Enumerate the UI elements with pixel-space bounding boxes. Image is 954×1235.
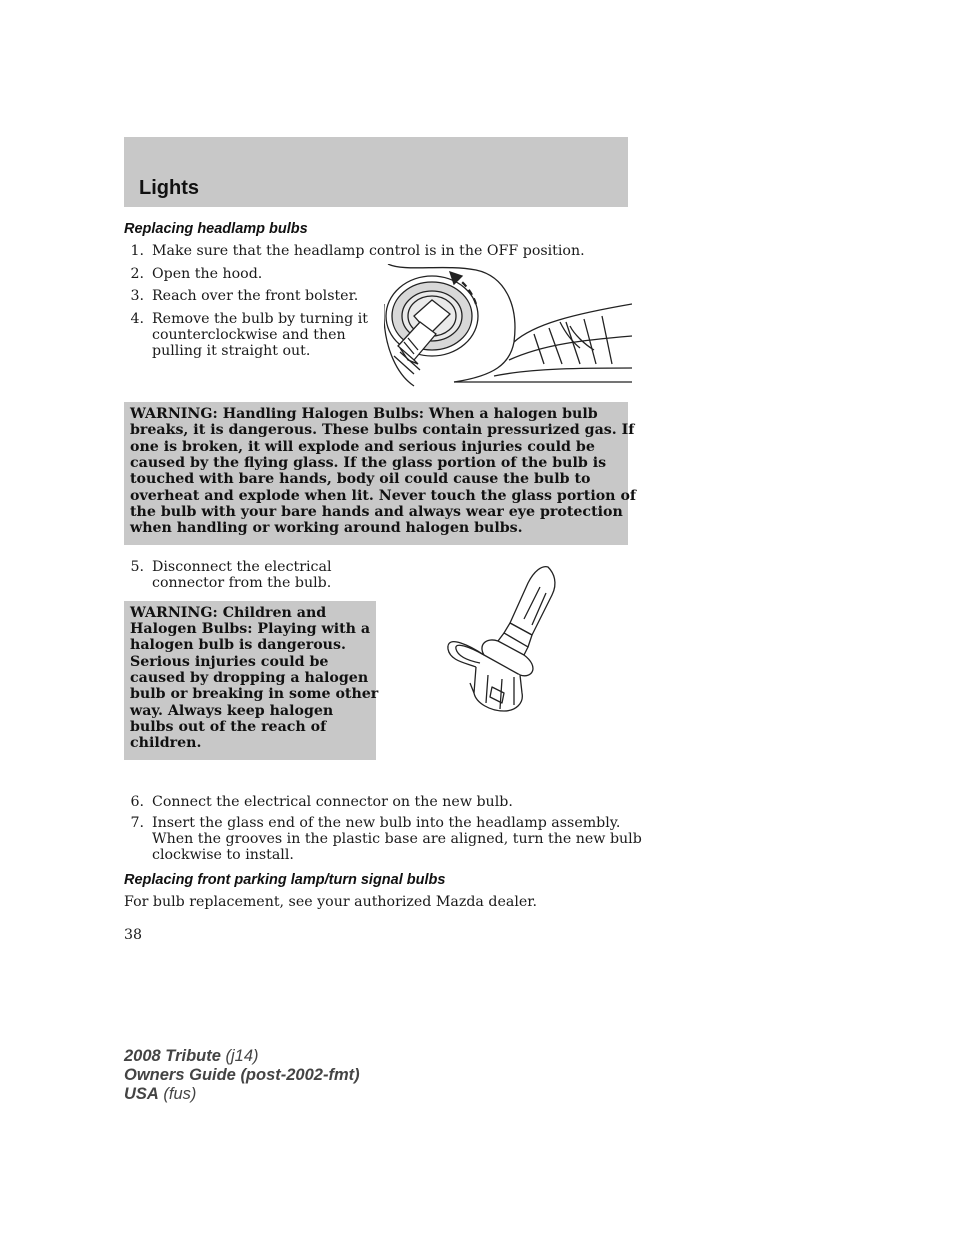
warning-box-halogen-bulbs: WARNING: Handling Halogen Bulbs: When a halogen bulb breaks, it is dangerous. These bulbs contain pressurized gas. If one is broken, it will explode and serious injuries could be caused by the flying glass. If the glass portion of the bulb is touched with bare hands, body oil could cause the bulb to overheat and explode when lit. Never touch the glass portion of the bulb with your bare hands and always wear eye protection when handling or working around halogen bulbs.	[124, 402, 628, 545]
footer-line-2: Owners Guide (post-2002-fmt)	[124, 1066, 360, 1084]
warning-box-children: WARNING: Children and Halogen Bulbs: Playing with a halogen bulb is dangerous. Serious injuries could be caused by dropping a halogen bulb or breaking in some other way. Always keep halogen bulbs out of the reach of children.	[124, 601, 376, 760]
subheading-replacing-front-parking-lamp: Replacing front parking lamp/turn signal bulbs	[124, 872, 446, 888]
page-number: 38	[124, 927, 143, 943]
section-title: Lights	[139, 177, 199, 199]
halogen-bulb-illustration	[440, 563, 560, 723]
list-item: 6. Connect the electrical connector on the new bulb.	[130, 794, 513, 810]
headlamp-bulb-removal-illustration	[384, 264, 632, 388]
list-item: 2. Open the hood.	[130, 266, 263, 282]
list-item: 1. Make sure that the headlamp control is in the OFF position.	[130, 243, 585, 259]
footer-line-1: 2008 Tribute (j14)	[124, 1047, 259, 1065]
footer-line-3: USA (fus)	[124, 1085, 197, 1103]
section-header-band	[124, 137, 628, 207]
list-item: 7. Insert the glass end of the new bulb into the headlamp assembly. When the grooves in the plastic base are aligned, turn the new bulb clockwise to install.	[130, 815, 642, 863]
list-item: 4. Remove the bulb by turning it counterclockwise and then pulling it straight out.	[130, 311, 368, 359]
paragraph-bulb-replacement: For bulb replacement, see your authorized Mazda dealer.	[124, 894, 537, 910]
subheading-replacing-headlamp-bulbs: Replacing headlamp bulbs	[124, 221, 308, 237]
list-item: 3. Reach over the front bolster.	[130, 288, 359, 304]
list-item: 5. Disconnect the electrical connector from the bulb.	[130, 559, 332, 591]
